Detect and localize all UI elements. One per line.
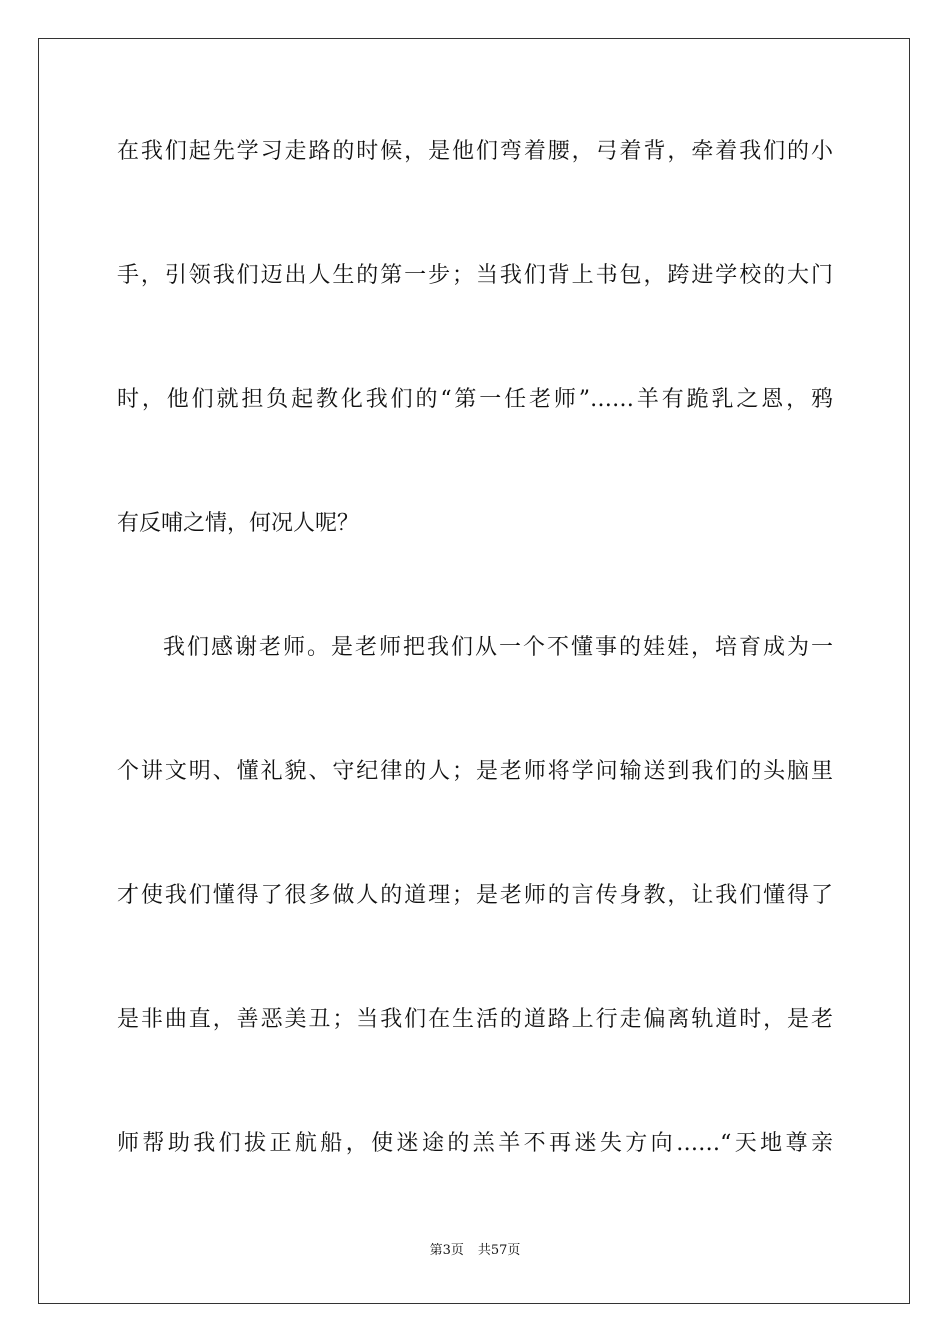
paragraph-line-8: 是非曲直，善恶美丑；当我们在生活的道路上行走偏离轨道时，是老 [117,1007,833,1032]
paragraph-line-1: 在我们起先学习走路的时候，是他们弯着腰，弓着背，牵着我们的小 [117,139,833,164]
page-number: 第3页 [429,1243,464,1258]
paragraph-line-6: 个讲文明、懂礼貌、守纪律的人；是老师将学问输送到我们的头脑里 [117,759,833,784]
paragraph-line-4: 有反哺之情，何况人呢？ [117,511,360,536]
paragraph-line-5: 我们感谢老师。是老师把我们从一个不懂事的娃娃，培育成为一 [163,635,833,660]
page-footer [0,1242,950,1260]
paragraph-line-7: 才使我们懂得了很多做人的道理；是老师的言传身教，让我们懂得了 [117,883,833,908]
page-border [38,38,910,1304]
total-pages: 共57页 [477,1243,521,1258]
paragraph-line-2: 手，引领我们迈出人生的第一步；当我们背上书包，跨进学校的大门 [117,263,833,288]
paragraph-line-9: 师帮助我们拔正航船，使迷途的羔羊不再迷失方向……“天地尊亲 [117,1131,833,1156]
paragraph-line-3: 时，他们就担负起教化我们的“第一任老师”……羊有跪乳之恩，鸦 [117,387,833,412]
